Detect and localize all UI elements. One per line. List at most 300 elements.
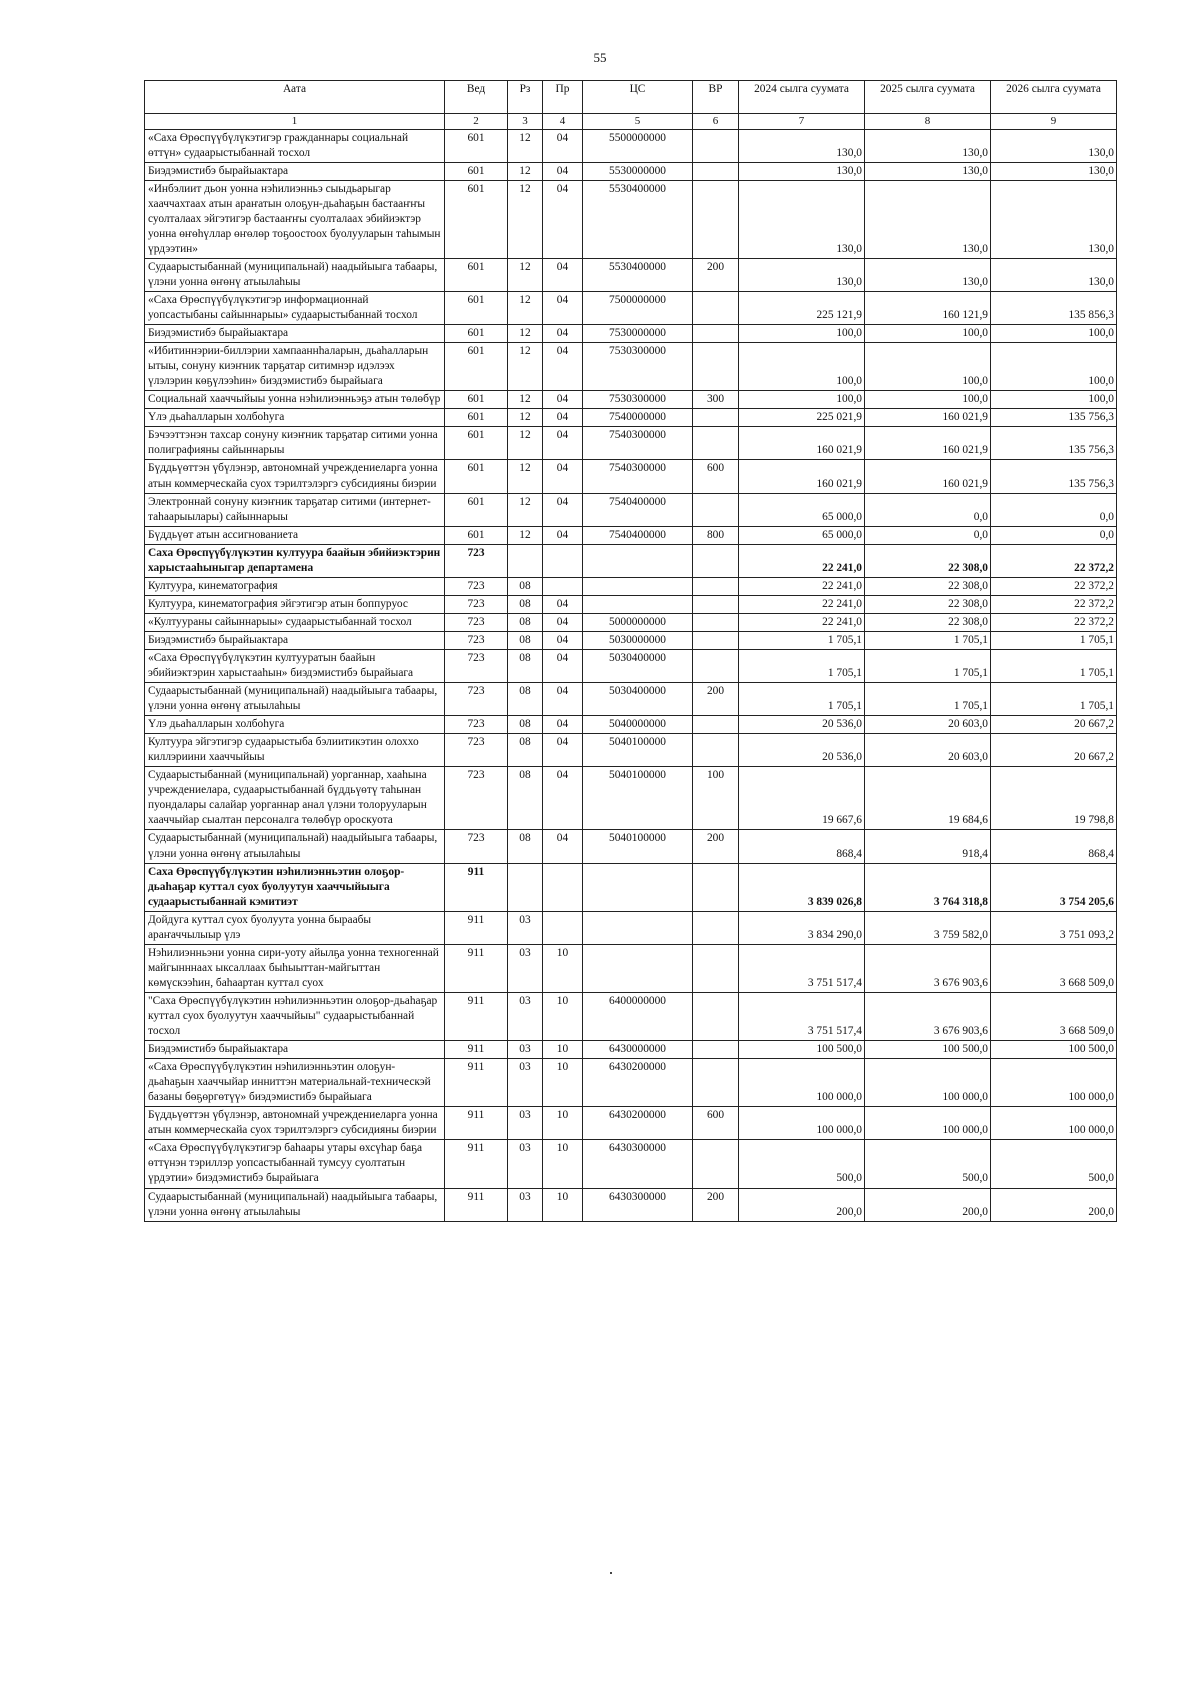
pr-cell: 10 — [543, 992, 583, 1040]
amount-2024-cell: 130,0 — [739, 162, 865, 180]
cs-cell: 5500000000 — [583, 129, 693, 162]
table-row — [145, 343, 1117, 391]
amount-2024-cell: 500,0 — [739, 1140, 865, 1188]
cs-cell: 5530400000 — [583, 180, 693, 258]
amount-2026-cell: 130,0 — [991, 180, 1117, 258]
table-row — [145, 944, 1117, 992]
table-row — [145, 427, 1117, 460]
table-row — [145, 325, 1117, 343]
amount-2026-cell: 100 000,0 — [991, 1059, 1117, 1107]
cs-cell: 6430200000 — [583, 1059, 693, 1107]
amount-2025-cell: 3 676 903,6 — [865, 944, 991, 992]
cs-cell: 5530400000 — [583, 258, 693, 291]
amount-2026-cell: 19 798,8 — [991, 767, 1117, 830]
ved-cell: 911 — [445, 1188, 508, 1221]
amount-2025-cell: 0,0 — [865, 526, 991, 544]
rz-cell: 12 — [508, 493, 543, 526]
table-row — [145, 258, 1117, 291]
amount-2025-cell: 130,0 — [865, 258, 991, 291]
cs-cell: 7540400000 — [583, 493, 693, 526]
amount-2026-cell: 200,0 — [991, 1188, 1117, 1221]
rz-cell: 08 — [508, 830, 543, 863]
vr-cell — [693, 1059, 739, 1107]
ved-cell: 723 — [445, 613, 508, 631]
table-row — [145, 863, 1117, 911]
amount-2024-cell: 225 021,9 — [739, 409, 865, 427]
rz-cell: 12 — [508, 325, 543, 343]
row-name-cell: Судаарыстыбаннай (муниципальнай) наадыйыыга табаары, үлэни уонна өҥөнү атыылаһыы — [145, 1188, 445, 1221]
column-number: 1 — [145, 114, 445, 130]
row-name-cell: Бэчээттэнэн тахсар сонуну киэҥник тарҕатар ситими уонна полиграфияны сайыннарыы — [145, 427, 445, 460]
amount-2025-cell: 3 764 318,8 — [865, 863, 991, 911]
rz-cell: 03 — [508, 1140, 543, 1188]
cs-cell: 6430300000 — [583, 1140, 693, 1188]
row-name-cell: Электроннай сонуну киэҥник тарҕатар ситими (интернет-таһаарыылары) сайыннарыы — [145, 493, 445, 526]
table-row — [145, 631, 1117, 649]
vr-cell — [693, 409, 739, 427]
amount-2024-cell: 22 241,0 — [739, 577, 865, 595]
pr-cell: 04 — [543, 129, 583, 162]
row-name-cell: Судаарыстыбаннай (муниципальнай) уорганнар, хааһына учреждениелара, судаарыстыбаннай бүддьүөтү таһынан пуондалары салайар уорганнар анал үлэни толорууларын хааччыйар сыалтан персоналга төлөбүр ороскуота — [145, 767, 445, 830]
amount-2026-cell: 135 756,3 — [991, 460, 1117, 493]
ved-cell: 723 — [445, 683, 508, 716]
pr-cell: 04 — [543, 460, 583, 493]
amount-2024-cell: 1 705,1 — [739, 649, 865, 682]
row-name-cell: Үлэ дьаһалларын холбоһуга — [145, 409, 445, 427]
amount-2026-cell: 130,0 — [991, 258, 1117, 291]
vr-cell — [693, 863, 739, 911]
vr-cell — [693, 325, 739, 343]
pr-cell: 04 — [543, 716, 583, 734]
amount-2024-cell: 100,0 — [739, 391, 865, 409]
column-header: Вед — [445, 81, 508, 114]
row-name-cell: "Саха Өрөспүүбүлүкэтин нэһилиэнньэтин олоҕор-дьаһаҕар куттал суох буолуутун хааччыйыы" судаарыстыбаннай тосхол — [145, 992, 445, 1040]
vr-cell — [693, 493, 739, 526]
ved-cell: 601 — [445, 427, 508, 460]
rz-cell: 12 — [508, 460, 543, 493]
row-name-cell: Биэдэмистибэ бырайыактара — [145, 325, 445, 343]
amount-2025-cell: 22 308,0 — [865, 595, 991, 613]
ved-cell: 723 — [445, 734, 508, 767]
ved-cell: 723 — [445, 631, 508, 649]
page-number: 55 — [593, 50, 607, 65]
vr-cell — [693, 631, 739, 649]
amount-2026-cell: 3 751 093,2 — [991, 911, 1117, 944]
amount-2025-cell: 100 000,0 — [865, 1107, 991, 1140]
amount-2026-cell: 100 500,0 — [991, 1041, 1117, 1059]
amount-2025-cell: 100 500,0 — [865, 1041, 991, 1059]
row-name-cell: Култуура, кинематография — [145, 577, 445, 595]
column-number: 4 — [543, 114, 583, 130]
amount-2026-cell: 135 756,3 — [991, 409, 1117, 427]
pr-cell: 04 — [543, 683, 583, 716]
pr-cell: 04 — [543, 767, 583, 830]
pr-cell: 10 — [543, 944, 583, 992]
vr-cell: 200 — [693, 258, 739, 291]
pr-cell: 04 — [543, 631, 583, 649]
vr-cell — [693, 944, 739, 992]
pr-cell: 04 — [543, 493, 583, 526]
amount-2026-cell: 135 856,3 — [991, 291, 1117, 324]
amount-2024-cell: 20 536,0 — [739, 734, 865, 767]
amount-2025-cell: 0,0 — [865, 493, 991, 526]
amount-2024-cell: 160 021,9 — [739, 460, 865, 493]
cs-cell: 7540000000 — [583, 409, 693, 427]
pr-cell: 04 — [543, 325, 583, 343]
rz-cell: 08 — [508, 613, 543, 631]
ved-cell: 601 — [445, 493, 508, 526]
pr-cell: 04 — [543, 427, 583, 460]
amount-2025-cell: 160 121,9 — [865, 291, 991, 324]
vr-cell — [693, 649, 739, 682]
table-header-row — [145, 81, 1117, 114]
amount-2025-cell: 160 021,9 — [865, 460, 991, 493]
rz-cell: 03 — [508, 1059, 543, 1107]
row-name-cell: «Саха Өрөспүүбүлүкэтигэр информационнай уопсастыбаны сайыннарыы» судаарыстыбаннай тосхол — [145, 291, 445, 324]
rz-cell: 12 — [508, 343, 543, 391]
amount-2026-cell: 0,0 — [991, 526, 1117, 544]
amount-2024-cell: 20 536,0 — [739, 716, 865, 734]
row-name-cell: Нэһилиэнньэни уонна сири-уоту айылҕа уонна техногеннай майгынннаах ыксаллаах быһыыттан-майгыттан көмүскээһин, баһаартан куттал суох — [145, 944, 445, 992]
table-row — [145, 460, 1117, 493]
amount-2024-cell: 1 705,1 — [739, 631, 865, 649]
vr-cell — [693, 162, 739, 180]
ved-cell: 601 — [445, 162, 508, 180]
ved-cell: 911 — [445, 1107, 508, 1140]
pr-cell: 04 — [543, 595, 583, 613]
amount-2026-cell: 100 000,0 — [991, 1107, 1117, 1140]
row-name-cell: Судаарыстыбаннай (муниципальнай) наадыйыыга табаары, үлэни уонна өҥөнү атыылаһыы — [145, 830, 445, 863]
row-name-cell: Култуура, кинематография эйгэтигэр атын боппуруос — [145, 595, 445, 613]
rz-cell: 08 — [508, 716, 543, 734]
row-name-cell: «Саха Өрөспүүбүлүкэтигэр гражданнары социальнай өттүн» судаарыстыбаннай тосхол — [145, 129, 445, 162]
row-name-cell: Саха Өрөспүүбүлүкэтин нэһилиэнньэтин олоҕор-дьаһаҕар куттал суох буолуутун хааччыйыыга судаарыстыбаннай кэмитиэт — [145, 863, 445, 911]
row-name-cell: «Саха Өрөспүүбүлүкэтигэр баһаары утары өхсүһар баҕа өттүнэн тэриллэр уопсастыбаннай тумсуу суолтатын үрдэтии» биэдэмистибэ бырайыага — [145, 1140, 445, 1188]
amount-2024-cell: 160 021,9 — [739, 427, 865, 460]
rz-cell: 08 — [508, 683, 543, 716]
table-row — [145, 911, 1117, 944]
amount-2026-cell: 135 756,3 — [991, 427, 1117, 460]
column-number-row — [145, 114, 1117, 130]
ved-cell: 601 — [445, 409, 508, 427]
pr-cell: 04 — [543, 162, 583, 180]
cs-cell — [583, 911, 693, 944]
rz-cell: 08 — [508, 595, 543, 613]
cs-cell: 5040000000 — [583, 716, 693, 734]
table-row — [145, 391, 1117, 409]
table-row — [145, 683, 1117, 716]
amount-2025-cell: 160 021,9 — [865, 409, 991, 427]
cs-cell — [583, 944, 693, 992]
cs-cell: 7540400000 — [583, 526, 693, 544]
amount-2025-cell: 20 603,0 — [865, 716, 991, 734]
pr-cell — [543, 911, 583, 944]
table-row — [145, 613, 1117, 631]
vr-cell — [693, 595, 739, 613]
amount-2024-cell: 200,0 — [739, 1188, 865, 1221]
vr-cell: 100 — [693, 767, 739, 830]
ved-cell: 911 — [445, 992, 508, 1040]
rz-cell: 12 — [508, 427, 543, 460]
amount-2024-cell: 100 000,0 — [739, 1059, 865, 1107]
ved-cell: 601 — [445, 391, 508, 409]
row-name-cell: Судаарыстыбаннай (муниципальнай) наадыйыыга табаары, үлэни уонна өҥөнү атыылаһыы — [145, 258, 445, 291]
column-number: 7 — [739, 114, 865, 130]
amount-2025-cell: 100 000,0 — [865, 1059, 991, 1107]
pr-cell — [543, 863, 583, 911]
amount-2024-cell: 130,0 — [739, 180, 865, 258]
row-name-cell: «Саха Өрөспүүбүлүкэтин нэһилиэнньэтин олоҕун-дьаһаҕын хааччыйар инниттэн материальнай-техническэй базаны бөҕөргөтүү» биэдэмистибэ бырайыага — [145, 1059, 445, 1107]
amount-2026-cell: 0,0 — [991, 493, 1117, 526]
amount-2024-cell: 22 241,0 — [739, 595, 865, 613]
amount-2025-cell: 19 684,6 — [865, 767, 991, 830]
vr-cell: 200 — [693, 683, 739, 716]
amount-2026-cell: 130,0 — [991, 129, 1117, 162]
amount-2026-cell: 20 667,2 — [991, 734, 1117, 767]
amount-2024-cell: 100,0 — [739, 343, 865, 391]
vr-cell — [693, 577, 739, 595]
table-row — [145, 409, 1117, 427]
amount-2026-cell: 130,0 — [991, 162, 1117, 180]
ved-cell: 911 — [445, 1059, 508, 1107]
rz-cell: 08 — [508, 734, 543, 767]
pr-cell: 04 — [543, 409, 583, 427]
vr-cell — [693, 291, 739, 324]
column-number: 2 — [445, 114, 508, 130]
table-row — [145, 162, 1117, 180]
pr-cell: 04 — [543, 258, 583, 291]
amount-2026-cell: 100,0 — [991, 391, 1117, 409]
row-name-cell: Бүддьүөт атын ассигнованиета — [145, 526, 445, 544]
cs-cell: 6400000000 — [583, 992, 693, 1040]
ved-cell: 601 — [445, 180, 508, 258]
amount-2025-cell: 130,0 — [865, 129, 991, 162]
pr-cell: 10 — [543, 1059, 583, 1107]
vr-cell: 800 — [693, 526, 739, 544]
amount-2025-cell: 20 603,0 — [865, 734, 991, 767]
vr-cell: 200 — [693, 830, 739, 863]
cs-cell: 7530300000 — [583, 343, 693, 391]
amount-2024-cell: 130,0 — [739, 258, 865, 291]
amount-2026-cell: 3 668 509,0 — [991, 992, 1117, 1040]
rz-cell: 03 — [508, 992, 543, 1040]
vr-cell — [693, 343, 739, 391]
amount-2026-cell: 1 705,1 — [991, 631, 1117, 649]
amount-2026-cell: 1 705,1 — [991, 649, 1117, 682]
rz-cell: 03 — [508, 1107, 543, 1140]
rz-cell: 12 — [508, 391, 543, 409]
pr-cell: 10 — [543, 1140, 583, 1188]
column-header: Аата — [145, 81, 445, 114]
vr-cell: 600 — [693, 460, 739, 493]
cs-cell: 5030400000 — [583, 649, 693, 682]
amount-2025-cell: 918,4 — [865, 830, 991, 863]
ved-cell: 601 — [445, 526, 508, 544]
vr-cell — [693, 992, 739, 1040]
amount-2025-cell: 3 759 582,0 — [865, 911, 991, 944]
cs-cell: 7530000000 — [583, 325, 693, 343]
table-row — [145, 1059, 1117, 1107]
table-row — [145, 734, 1117, 767]
amount-2026-cell: 22 372,2 — [991, 595, 1117, 613]
amount-2024-cell: 1 705,1 — [739, 683, 865, 716]
column-header: 2025 сылга суумата — [865, 81, 991, 114]
table-row — [145, 595, 1117, 613]
cs-cell: 5040100000 — [583, 734, 693, 767]
rz-cell: 12 — [508, 291, 543, 324]
amount-2024-cell: 225 121,9 — [739, 291, 865, 324]
row-name-cell: Биэдэмистибэ бырайыактара — [145, 631, 445, 649]
amount-2025-cell: 100,0 — [865, 325, 991, 343]
column-header: 2026 сылга суумата — [991, 81, 1117, 114]
amount-2025-cell: 1 705,1 — [865, 683, 991, 716]
amount-2026-cell: 100,0 — [991, 343, 1117, 391]
scan-speck — [610, 1572, 612, 1574]
rz-cell: 12 — [508, 129, 543, 162]
cs-cell: 7530300000 — [583, 391, 693, 409]
column-header: 2024 сылга суумата — [739, 81, 865, 114]
pr-cell: 04 — [543, 391, 583, 409]
amount-2024-cell: 100 500,0 — [739, 1041, 865, 1059]
amount-2026-cell: 3 754 205,6 — [991, 863, 1117, 911]
column-header: Рз — [508, 81, 543, 114]
pr-cell: 04 — [543, 613, 583, 631]
ved-cell: 911 — [445, 944, 508, 992]
vr-cell — [693, 734, 739, 767]
amount-2025-cell: 3 676 903,6 — [865, 992, 991, 1040]
amount-2025-cell: 130,0 — [865, 180, 991, 258]
row-name-cell: Биэдэмистибэ бырайыактара — [145, 1041, 445, 1059]
rz-cell: 08 — [508, 577, 543, 595]
vr-cell — [693, 1041, 739, 1059]
vr-cell — [693, 544, 739, 577]
amount-2024-cell: 100,0 — [739, 325, 865, 343]
pr-cell — [543, 544, 583, 577]
pr-cell: 04 — [543, 343, 583, 391]
rz-cell: 03 — [508, 944, 543, 992]
column-number: 6 — [693, 114, 739, 130]
pr-cell: 04 — [543, 734, 583, 767]
amount-2026-cell: 22 372,2 — [991, 577, 1117, 595]
rz-cell: 12 — [508, 409, 543, 427]
rz-cell: 03 — [508, 911, 543, 944]
table-row — [145, 1188, 1117, 1221]
ved-cell: 723 — [445, 595, 508, 613]
rz-cell: 08 — [508, 649, 543, 682]
row-name-cell: Социальнай хааччыйыы уонна нэһилиэнньэҕэ атын төлөбүр — [145, 391, 445, 409]
amount-2025-cell: 500,0 — [865, 1140, 991, 1188]
amount-2026-cell: 1 705,1 — [991, 683, 1117, 716]
rz-cell — [508, 544, 543, 577]
cs-cell: 6430300000 — [583, 1188, 693, 1221]
table-row — [145, 544, 1117, 577]
rz-cell: 12 — [508, 526, 543, 544]
table-row — [145, 767, 1117, 830]
table-row — [145, 992, 1117, 1040]
row-name-cell: Саха Өрөспүүбүлүкэтин култуура баайын эбийиэктэрин харыстааһыныгар департамена — [145, 544, 445, 577]
column-number: 3 — [508, 114, 543, 130]
table-row — [145, 526, 1117, 544]
cs-cell: 7500000000 — [583, 291, 693, 324]
amount-2024-cell: 22 241,0 — [739, 613, 865, 631]
rz-cell: 12 — [508, 180, 543, 258]
ved-cell: 601 — [445, 325, 508, 343]
cs-cell: 6430000000 — [583, 1041, 693, 1059]
amount-2025-cell: 22 308,0 — [865, 613, 991, 631]
amount-2026-cell: 868,4 — [991, 830, 1117, 863]
table-row — [145, 291, 1117, 324]
vr-cell — [693, 427, 739, 460]
table-row — [145, 649, 1117, 682]
pr-cell: 04 — [543, 526, 583, 544]
table-body — [145, 129, 1117, 1221]
cs-cell: 5530000000 — [583, 162, 693, 180]
amount-2024-cell: 3 751 517,4 — [739, 992, 865, 1040]
cs-cell — [583, 863, 693, 911]
pr-cell: 10 — [543, 1188, 583, 1221]
row-name-cell: «Инбэлиит дьон уонна нэһилиэнньэ сыыдьарыгар хааччахтаах атын араҥатын олоҕун-дьаһаҕын бастааҥҥы суолталаах эйгэтигэр бастааҥҥы суолталаах эбийиэктэр уонна өҥөһүллар өҥөлөр тоҕоостоох буолууларын таһымын үрдээтин» — [145, 180, 445, 258]
row-name-cell: Бүддьүөттэн үбүлэнэр, автономнай учреждениеларга уонна атын коммерческайа суох тэрилтэлэргэ субсидияны биэрии — [145, 1107, 445, 1140]
pr-cell: 04 — [543, 180, 583, 258]
amount-2024-cell: 130,0 — [739, 129, 865, 162]
cs-cell — [583, 544, 693, 577]
vr-cell — [693, 716, 739, 734]
row-name-cell: Биэдэмистибэ бырайыактара — [145, 162, 445, 180]
vr-cell: 300 — [693, 391, 739, 409]
row-name-cell: «Култуураны сайыннарыы» судаарыстыбаннай тосхол — [145, 613, 445, 631]
table-row — [145, 830, 1117, 863]
rz-cell: 12 — [508, 162, 543, 180]
ved-cell: 911 — [445, 1041, 508, 1059]
column-header: Пр — [543, 81, 583, 114]
ved-cell: 723 — [445, 649, 508, 682]
pr-cell — [543, 577, 583, 595]
amount-2025-cell: 1 705,1 — [865, 649, 991, 682]
amount-2024-cell: 65 000,0 — [739, 526, 865, 544]
vr-cell — [693, 911, 739, 944]
cs-cell: 7540300000 — [583, 427, 693, 460]
row-name-cell: «Саха Өрөспүүбүлүкэтин култууратын баайын эбийиэктэрин харыстааһын» биэдэмистибэ бырайыага — [145, 649, 445, 682]
amount-2024-cell: 65 000,0 — [739, 493, 865, 526]
amount-2026-cell: 100,0 — [991, 325, 1117, 343]
rz-cell: 03 — [508, 1041, 543, 1059]
row-name-cell: Бүддьүөттэн үбүлэнэр, автономнай учреждениеларга уонна атын коммерческайа суох тэрилтэлэргэ субсидияны биэрии — [145, 460, 445, 493]
ved-cell: 601 — [445, 258, 508, 291]
cs-cell — [583, 577, 693, 595]
rz-cell: 08 — [508, 767, 543, 830]
rz-cell: 03 — [508, 1188, 543, 1221]
rz-cell: 12 — [508, 258, 543, 291]
column-header: ВР — [693, 81, 739, 114]
vr-cell: 600 — [693, 1107, 739, 1140]
ved-cell: 911 — [445, 911, 508, 944]
vr-cell — [693, 129, 739, 162]
amount-2024-cell: 100 000,0 — [739, 1107, 865, 1140]
amount-2025-cell: 100,0 — [865, 391, 991, 409]
amount-2025-cell: 200,0 — [865, 1188, 991, 1221]
table-row — [145, 577, 1117, 595]
amount-2024-cell: 19 667,6 — [739, 767, 865, 830]
cs-cell: 5000000000 — [583, 613, 693, 631]
rz-cell: 08 — [508, 631, 543, 649]
cs-cell — [583, 595, 693, 613]
amount-2024-cell: 3 839 026,8 — [739, 863, 865, 911]
column-header: ЦС — [583, 81, 693, 114]
amount-2024-cell: 3 751 517,4 — [739, 944, 865, 992]
cs-cell: 5040100000 — [583, 767, 693, 830]
ved-cell: 723 — [445, 830, 508, 863]
vr-cell — [693, 613, 739, 631]
